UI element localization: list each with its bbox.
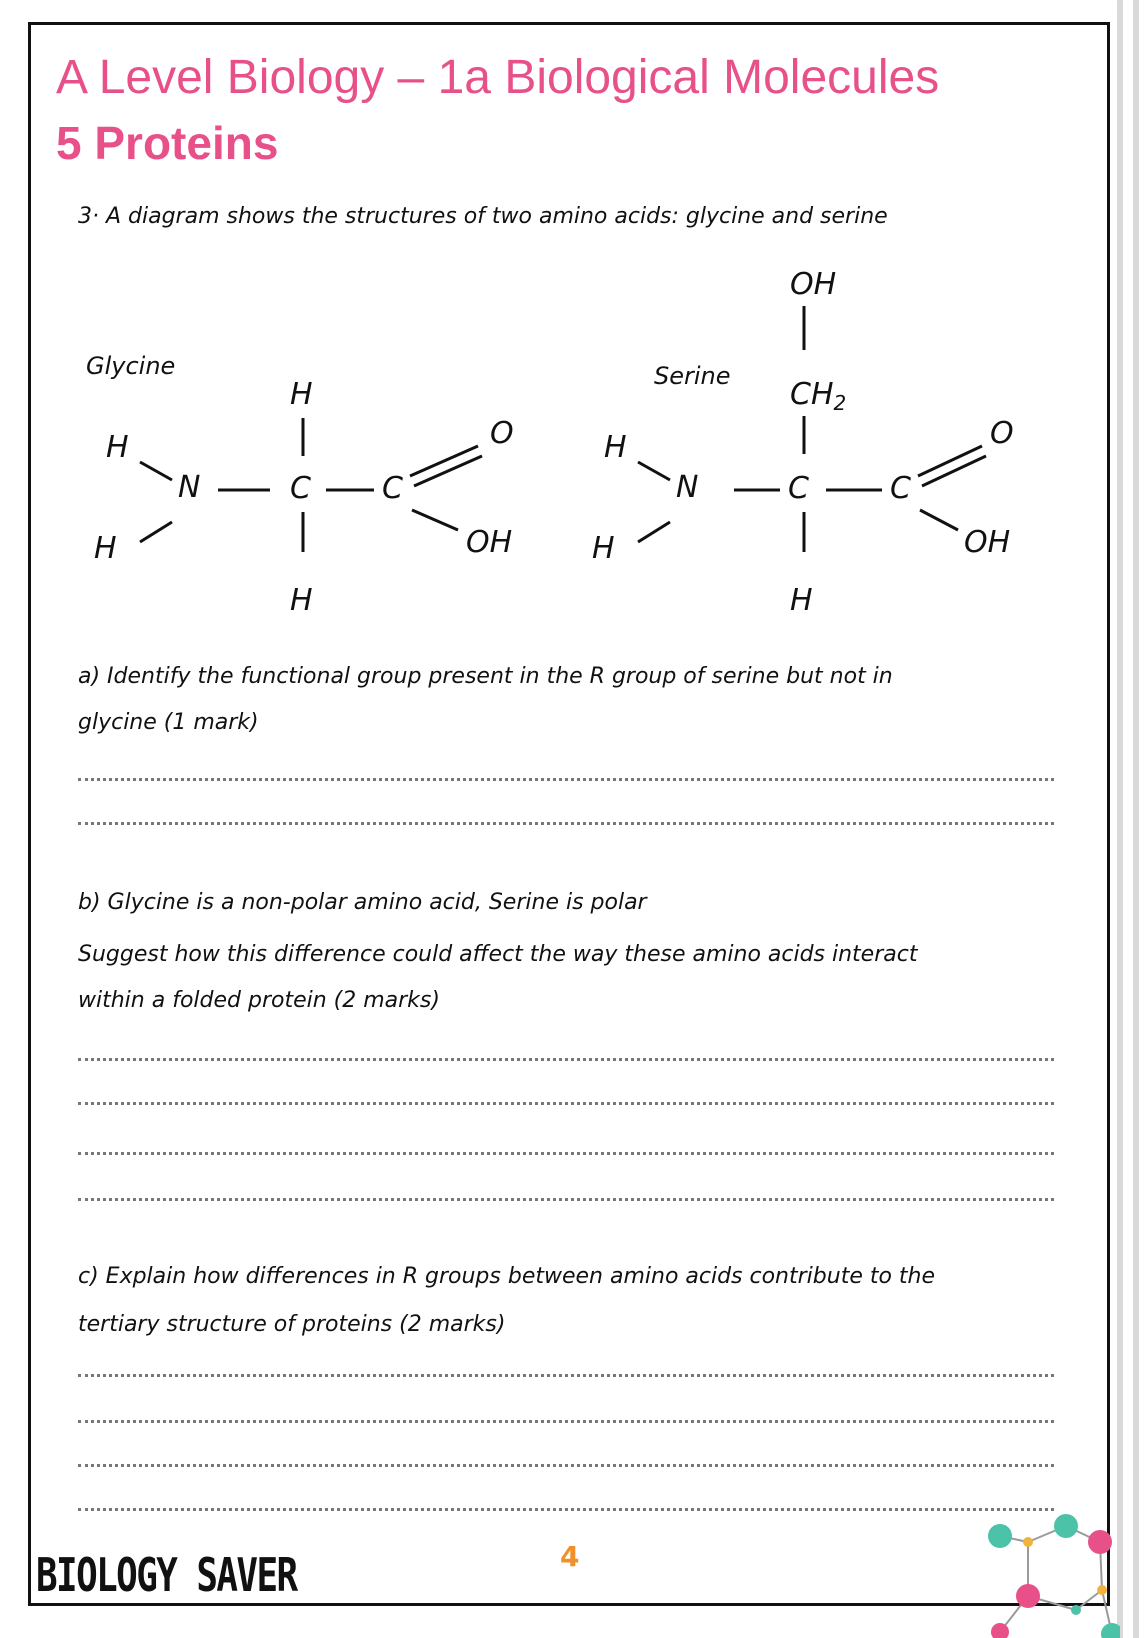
question-intro: 3· A diagram shows the structures of two amino acids: glycine and serine <box>78 204 888 229</box>
biology-saver-logo: BIOLOGY SAVER <box>36 1548 297 1602</box>
answer-line[interactable] <box>78 1374 1054 1377</box>
page-number: 4 <box>560 1540 580 1573</box>
serine-bonds <box>638 306 986 552</box>
serine-alpha-carbon: C <box>788 471 809 506</box>
answer-line[interactable] <box>78 1102 1054 1105</box>
glycine-amino-h-top: H <box>106 430 129 465</box>
serine-structure <box>592 267 1014 618</box>
glycine-structure <box>86 352 514 618</box>
glycine-hydroxyl: OH <box>466 525 513 560</box>
glycine-oxygen: O <box>490 416 514 451</box>
serine-h-bottom: H <box>790 583 813 618</box>
answer-line[interactable] <box>78 1508 1054 1511</box>
part-c-line-2: tertiary structure of proteins (2 marks) <box>78 1312 506 1337</box>
answer-line[interactable] <box>78 1420 1054 1423</box>
serine-oxygen: O <box>990 416 1014 451</box>
serine-r-group-hydroxyl: OH <box>790 267 837 302</box>
amino-acid-diagram <box>0 0 1144 640</box>
answer-line[interactable] <box>78 1464 1054 1467</box>
page-subtitle: 5 Proteins <box>56 117 279 169</box>
answer-line[interactable] <box>78 1198 1054 1201</box>
part-a-line-2: glycine (1 mark) <box>78 710 259 735</box>
glycine-h-top: H <box>290 377 313 412</box>
part-c-line-1: c) Explain how differences in R groups between amino acids contribute to the <box>78 1264 936 1289</box>
serine-nitrogen: N <box>676 470 699 505</box>
part-b-line-2: Suggest how this difference could affect the way these amino acids interact <box>78 942 918 967</box>
serine-label: Serine <box>654 362 731 390</box>
part-b-line-1: b) Glycine is a non-polar amino acid, Serine is polar <box>78 890 647 915</box>
serine-amino-h-top: H <box>604 430 627 465</box>
glycine-h-bottom: H <box>290 583 313 618</box>
answer-line[interactable] <box>78 1058 1054 1061</box>
glycine-amino-h-bottom: H <box>94 531 117 566</box>
glycine-carboxyl-carbon: C <box>382 471 403 506</box>
part-a-line-1: a) Identify the functional group present in the R group of serine but not in <box>78 664 893 689</box>
glycine-alpha-carbon: C <box>290 471 311 506</box>
glycine-label: Glycine <box>86 352 176 380</box>
molecule-decoration-icon <box>980 1490 1120 1638</box>
answer-line[interactable] <box>78 778 1054 781</box>
part-b-line-3: within a folded protein (2 marks) <box>78 988 440 1013</box>
answer-line[interactable] <box>78 1152 1054 1155</box>
serine-hydroxyl: OH <box>964 525 1011 560</box>
glycine-nitrogen: N <box>178 470 201 505</box>
serine-amino-h-bottom: H <box>592 531 615 566</box>
answer-line[interactable] <box>78 822 1054 825</box>
serine-carboxyl-carbon: C <box>890 471 911 506</box>
page-title: A Level Biology – 1a Biological Molecules <box>56 51 940 104</box>
serine-ch2: $CH_2$ <box>790 377 847 415</box>
